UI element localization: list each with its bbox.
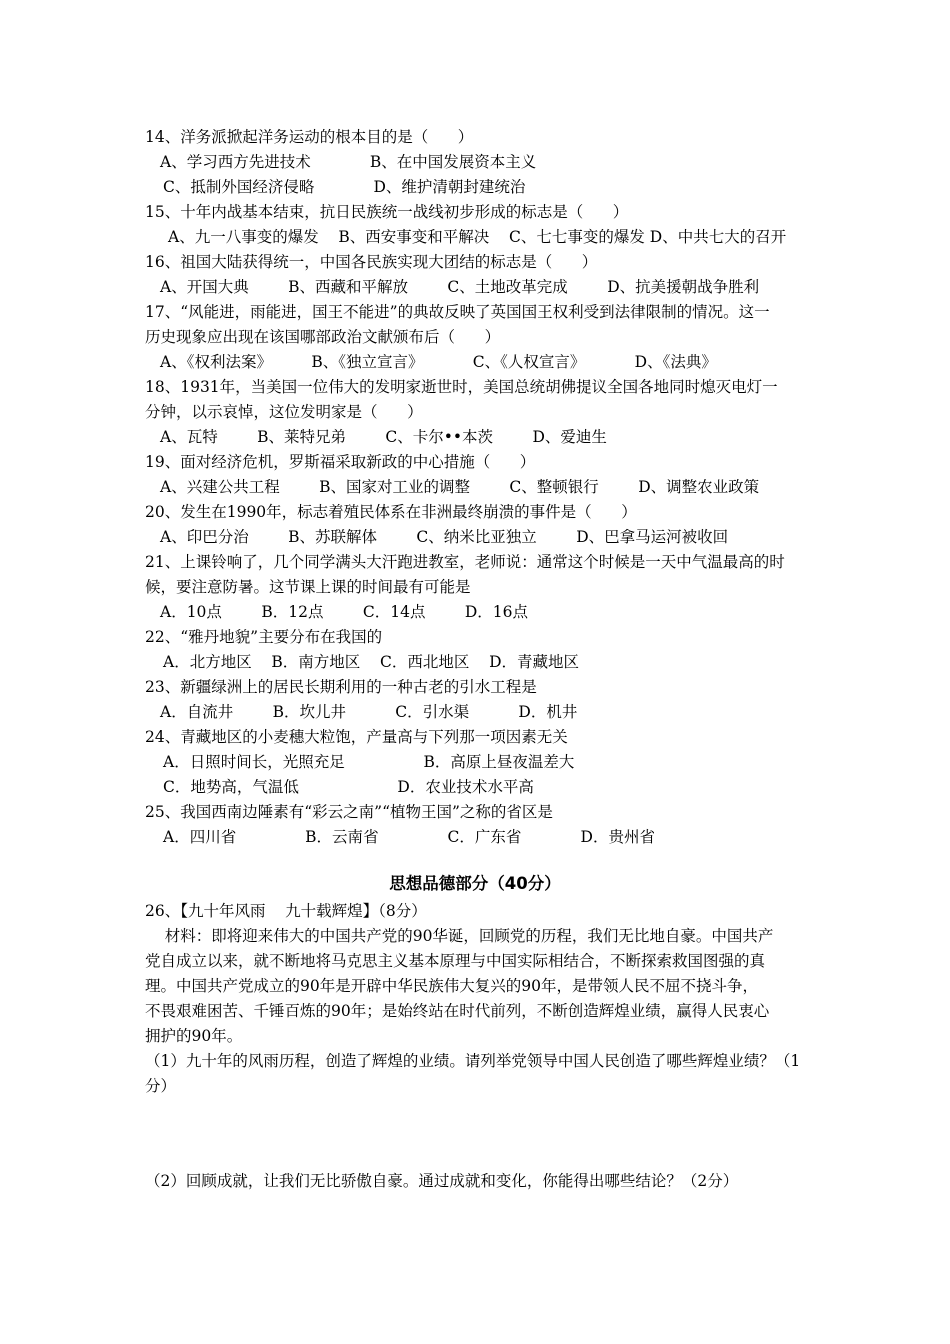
question-21-line2: 候，要注意防暑。这节课上课的时间最有可能是 <box>145 578 471 596</box>
question-26-title: 26、【九十年风雨 九十载辉煌】（8分） <box>145 902 427 920</box>
question-26-material-line1: 材料：即将迎来伟大的中国共产党的90华诞，回顾党的历程，我们无比地自豪。中国共产 <box>145 927 774 945</box>
question-21-options: A．10点 B．12点 C．14点 D．16点 <box>160 603 529 621</box>
question-23: 23、新疆绿洲上的居民长期利用的一种古老的引水工程是 <box>145 678 537 696</box>
question-18-line2: 分钟，以示哀悼，这位发明家是（ ） <box>145 403 423 421</box>
question-16-options: A、开国大典 B、西藏和平解放 C、土地改革完成 D、抗美援朝战争胜利 <box>160 278 760 296</box>
question-15: 15、十年内战基本结束，抗日民族统一战线初步形成的标志是（ ） <box>145 203 629 221</box>
question-26-material-line3: 理。中国共产党成立的90年是开辟中华民族伟大复兴的90年，是带领人民不屈不挠斗争， <box>145 977 758 995</box>
section-title: 思想品德部分（40分） <box>389 874 561 893</box>
question-14-options-ab: A、学习西方先进技术 B、在中国发展资本主义 <box>160 153 537 171</box>
question-18-line1: 18、1931年，当美国一位伟大的发明家逝世时，美国总统胡佛提议全国各地同时熄灭电灯一 <box>145 378 778 396</box>
question-21-line1: 21、上课铃响了，几个同学满头大汗跑进教室，老师说：通常这个时候是一天中气温最高的时 <box>145 553 785 571</box>
question-26-sub2: （2）回顾成就，让我们无比骄傲自豪。通过成就和变化，你能得出哪些结论？（2分） <box>145 1172 739 1190</box>
question-20: 20、发生在1990年，标志着殖民体系在非洲最终崩溃的事件是（ ） <box>145 503 637 521</box>
question-26-material-line5: 拥护的90年。 <box>145 1027 243 1045</box>
question-24-options-ab: A．日照时间长，光照充足 B．高原上昼夜温差大 <box>163 753 575 771</box>
question-14-options-cd: C、抵制外国经济侵略 D、维护清朝封建统治 <box>163 178 526 196</box>
question-26-material-line4: 不畏艰难困苦、千锤百炼的90年；是始终站在时代前列，不断创造辉煌业绩，赢得人民衷心 <box>145 1002 770 1020</box>
question-19: 19、面对经济危机，罗斯福采取新政的中心措施（ ） <box>145 453 536 471</box>
question-24: 24、青藏地区的小麦穗大粒饱，产量高与下列那一项因素无关 <box>145 728 568 746</box>
question-26-material-line2: 党自成立以来，就不断地将马克思主义基本原理与中国实际相结合，不断探索救国图强的真 <box>145 952 766 970</box>
question-17-line1: 17、“风能进，雨能进，国王不能进”的典故反映了英国国王权利受到法律限制的情况。这一 <box>145 303 770 321</box>
question-22: 22、“雅丹地貌”主要分布在我国的 <box>145 628 383 646</box>
question-17-line2: 历史现象应出现在该国哪部政治文献颁布后（ ） <box>145 328 501 346</box>
question-25-options: A．四川省 B．云南省 C．广东省 D．贵州省 <box>163 828 655 846</box>
question-26-sub1-line1: （1）九十年的风雨历程，创造了辉煌的业绩。请列举党领导中国人民创造了哪些辉煌业绩？（1 <box>145 1052 801 1070</box>
question-22-options: A．北方地区 B．南方地区 C．西北地区 D．青藏地区 <box>163 653 579 671</box>
question-24-options-cd: C．地势高，气温低 D．农业技术水平高 <box>163 778 534 796</box>
question-20-options: A、印巴分治 B、苏联解体 C、纳米比亚独立 D、巴拿马运河被收回 <box>160 528 729 546</box>
question-18-options: A、瓦特 B、莱特兄弟 C、卡尔••本茨 D、爱迪生 <box>160 428 607 446</box>
question-14: 14、洋务派掀起洋务运动的根本目的是（ ） <box>145 128 474 146</box>
question-15-options: A、九一八事变的爆发 B、西安事变和平解决 C、七七事变的爆发 D、中共七大的召开 <box>168 228 787 246</box>
question-16: 16、祖国大陆获得统一，中国各民族实现大团结的标志是（ ） <box>145 253 598 271</box>
question-25: 25、我国西南边陲素有“彩云之南”“植物王国”之称的省区是 <box>145 803 553 821</box>
question-23-options: A．自流井 B．坎儿井 C．引水渠 D．机井 <box>160 703 578 721</box>
question-19-options: A、兴建公共工程 B、国家对工业的调整 C、整顿银行 D、调整农业政策 <box>160 478 760 496</box>
question-26-sub1-line2: 分） <box>145 1077 177 1095</box>
question-17-options: A、《权利法案》 B、《独立宣言》 C、《人权宣言》 D、《法典》 <box>160 353 717 371</box>
